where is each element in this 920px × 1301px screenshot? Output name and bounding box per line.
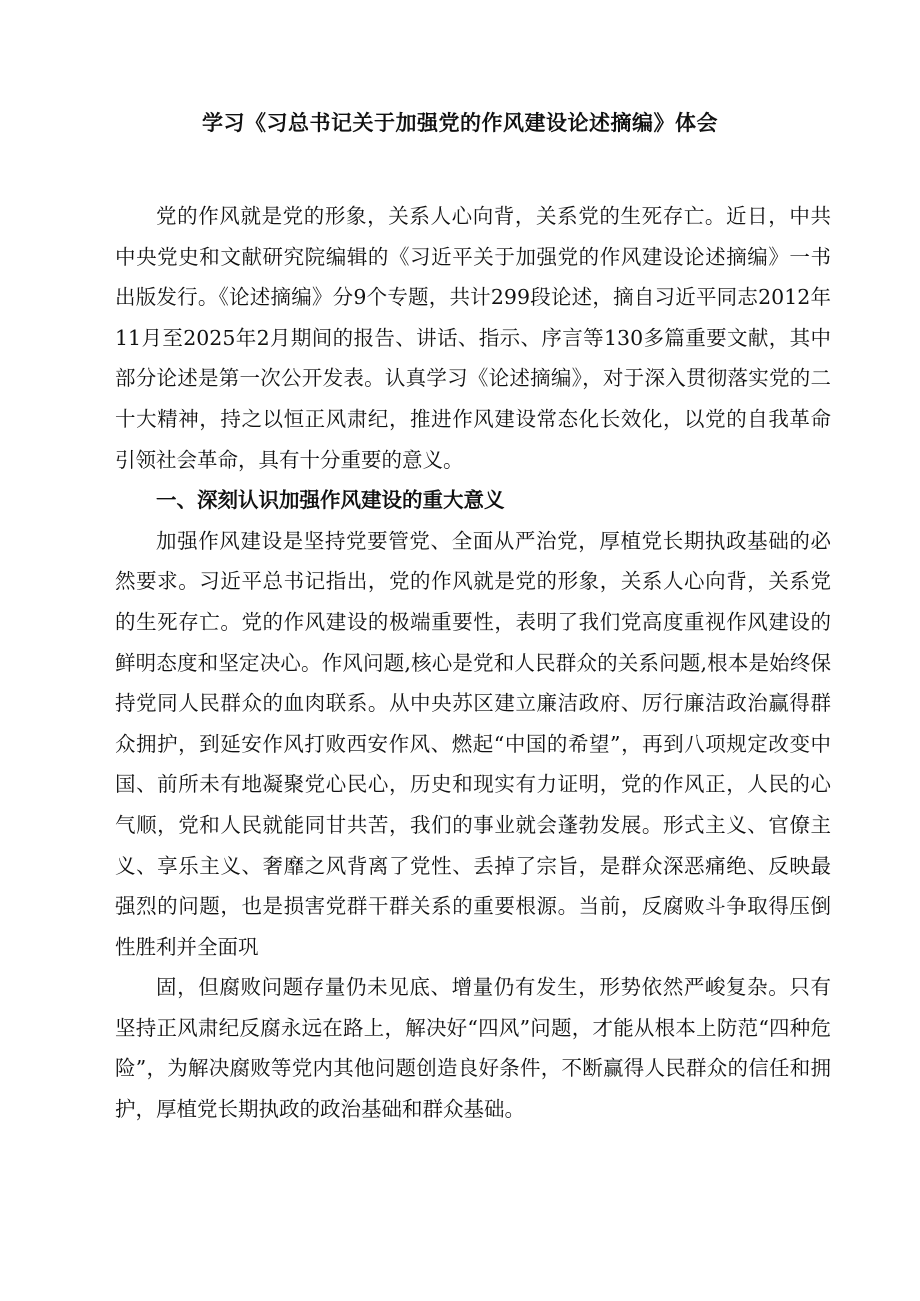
section-heading-1: 一、深刻认识加强作风建设的重大意义 (156, 488, 505, 513)
intro-paragraph: 党的作风就是党的形象，关系人心向背，关系党的生死存亡。近日，中共中央党史和文献研究院编辑的《习近平关于加强党的作风建设论述摘编》一书出版发行。《论述摘编》分9个专题，共计299段论述，摘自习近平同志2012年11月至2025年2月期间的报告、讲话、指示、序言等130多篇重要文献，其中部分论述是第一次公开发表。认真学习《论述摘编》，对于深入贯彻落实党的二十大精神，持之以恒正风肃纪，推进作风建设常态化长效化，以党的自我革命引领社会革命，具有十分重要的意义。 (115, 204, 831, 472)
section1-paragraph-2: 固，但腐败问题存量仍未见底、增量仍有发生，形势依然严峻复杂。只有坚持正风肃纪反腐永远在路上，解决好“四风”问题，才能从根本上防范“四种危险”，为解决腐败等党内其他问题创造良好条件，不断赢得人民群众的信任和拥护，厚植党长期执政的政治基础和群众基础。 (115, 975, 831, 1122)
document-body (115, 196, 831, 1130)
document-title: 学习《习总书记关于加强党的作风建设论述摘编》体会 (202, 110, 718, 135)
section1-paragraph-1: 加强作风建设是坚持党要管党、全面从严治党，厚植党长期执政基础的必然要求。习近平总书记指出，党的作风就是党的形象，关系人心向背，关系党的生死存亡。党的作风建设的极端重要性，表明了我们党高度重视作风建设的鲜明态度和坚定决心。作风问题,核心是党和人民群众的关系问题,根本是始终保持党同人民群众的血肉联系。从中央苏区建立廉洁政府、厉行廉洁政治赢得群众拥护，到延安作风打败西安作风、燃起“中国的希望”，再到八项规定改变中国、前所未有地凝聚党心民心，历史和现实有力证明，党的作风正，人民的心气顺，党和人民就能同甘共苦，我们的事业就会蓬勃发展。形式主义、官僚主义、享乐主义、奢靡之风背离了党性、丢掉了宗旨，是群众深恶痛绝、反映最强烈的问题，也是损害党群干群关系的重要根源。当前，反腐败斗争取得压倒性胜利并全面巩 (115, 528, 831, 959)
